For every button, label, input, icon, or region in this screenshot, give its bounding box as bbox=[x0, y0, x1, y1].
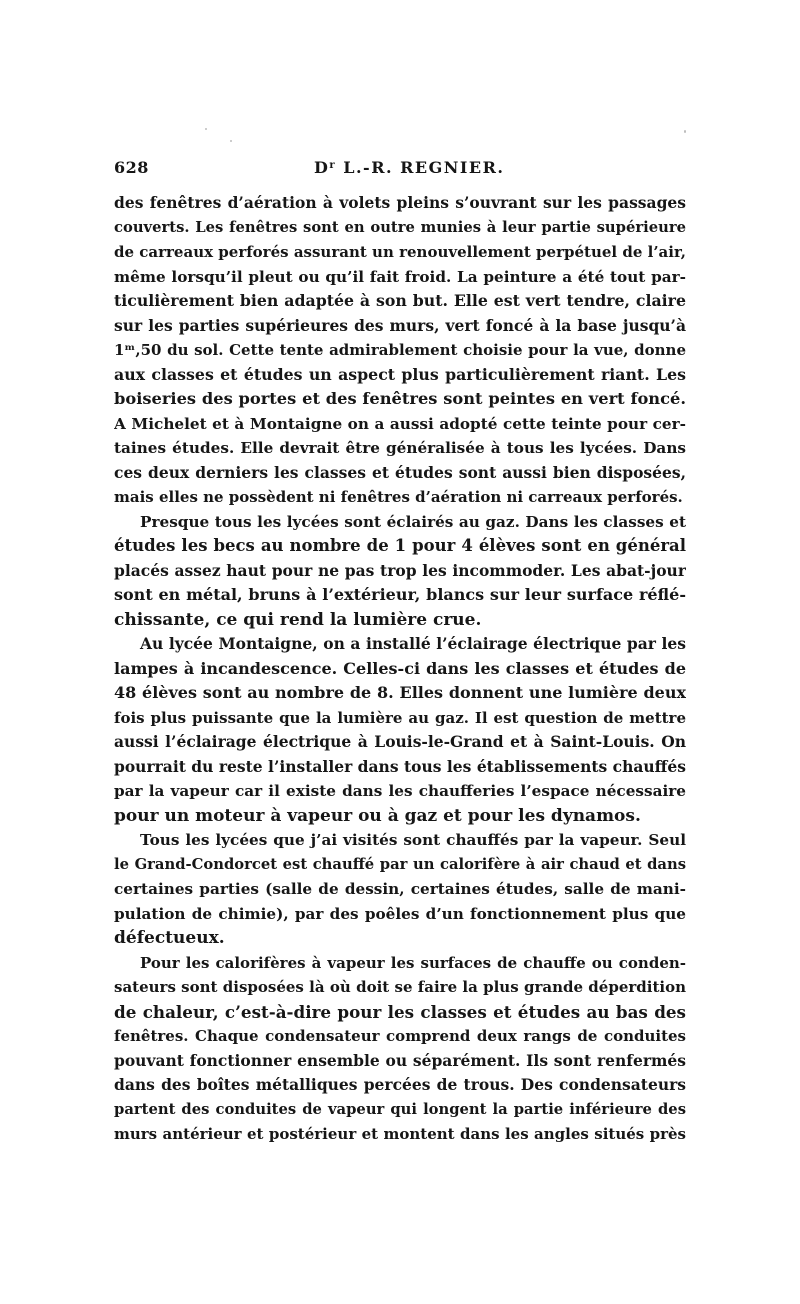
text-line: études les becs au nombre de 1 pour 4 élèves sont en général bbox=[114, 536, 686, 555]
text-line: pouvant fonctionner ensemble ou séparément. Ils sont renfermés bbox=[114, 1050, 686, 1070]
text-line: couverts. Les fenêtres sont en outre munies à leur partie supérieure bbox=[114, 218, 686, 236]
page-number: 628 bbox=[114, 158, 149, 177]
text-line: fenêtres. Chaque condensateur comprend deux rangs de conduites bbox=[114, 1027, 686, 1045]
text-line: dans des boîtes métalliques percées de trous. Des condensateurs bbox=[114, 1075, 686, 1094]
text-line: Au lycée Montaigne, on a installé l’éclairage électrique par les bbox=[140, 634, 686, 653]
text-line: taines études. Elle devrait être généralisée à tous les lycées. Dans bbox=[114, 439, 686, 457]
text-line: placés assez haut pour ne pas trop les incommoder. Les abat-jour bbox=[114, 560, 686, 580]
body-text bbox=[114, 191, 686, 1147]
text-line: sur les parties supérieures des murs, vert foncé à la base jusqu’à bbox=[114, 315, 686, 335]
text-line: défectueux. bbox=[114, 928, 225, 948]
running-header bbox=[114, 158, 686, 184]
text-line: sateurs sont disposées là où doit se faire la plus grande déperdition bbox=[114, 978, 686, 996]
text-line: pourrait du reste l’installer dans tous les établissements chauffés bbox=[114, 756, 686, 776]
text-line: Tous les lycées que j’ai visités sont chauffés par la vapeur. Seul bbox=[140, 831, 686, 849]
text-line: boiseries des portes et des fenêtres sont peintes en vert foncé. bbox=[114, 389, 686, 408]
text-line: certaines parties (salle de dessin, certaines études, salle de mani- bbox=[114, 880, 686, 898]
text-line: A Michelet et à Montaigne on a aussi adopté cette teinte pour cer- bbox=[114, 414, 686, 433]
author-prefix: D bbox=[314, 158, 330, 177]
running-head-author bbox=[314, 158, 504, 177]
author-prefix-superscript: r bbox=[329, 160, 337, 171]
text-line: Pour les calorifères à vapeur les surfaces de chauffe ou conden- bbox=[140, 953, 686, 972]
print-speck bbox=[684, 130, 686, 133]
text-line: de chaleur, c’est-à-dire pour les classes et études au bas des bbox=[114, 1001, 686, 1022]
text-line: ticulièrement bien adaptée à son but. Elle est vert tendre, claire bbox=[114, 291, 686, 310]
text-line: des fenêtres d’aération à volets pleins s’ouvrant sur les passages bbox=[114, 193, 686, 212]
author-name: L.-R. REGNIER. bbox=[336, 158, 505, 177]
text-line: Presque tous les lycées sont éclairés au gaz. Dans les classes et bbox=[140, 512, 686, 531]
print-speck bbox=[230, 140, 232, 142]
text-line: de carreaux perforés assurant un renouvellement perpétuel de l’air, bbox=[114, 243, 686, 261]
text-line: pour un moteur à vapeur ou à gaz et pour les dynamos. bbox=[114, 805, 641, 826]
text-line: 1ᵐ,50 du sol. Cette tente admirablement choisie pour la vue, donne bbox=[114, 341, 686, 359]
text-line: chissante, ce qui rend la lumière crue. bbox=[114, 609, 482, 630]
text-line: partent des conduites de vapeur qui longent la partie inférieure des bbox=[114, 1100, 686, 1118]
text-line: lampes à incandescence. Celles-ci dans les classes et études de bbox=[114, 658, 686, 678]
text-line: fois plus puissante que la lumière au gaz. Il est question de mettre bbox=[114, 708, 686, 727]
text-line: sont en métal, bruns à l’extérieur, blancs sur leur surface réflé- bbox=[114, 585, 686, 604]
text-line: aux classes et études un aspect plus particulièrement riant. Les bbox=[114, 364, 686, 384]
text-line: par la vapeur car il existe dans les chaufferies l’espace nécessaire bbox=[114, 782, 686, 800]
print-speck bbox=[205, 128, 207, 130]
text-line: murs antérieur et postérieur et montent dans les angles situés près bbox=[114, 1125, 686, 1143]
text-line: même lorsqu’il pleut ou qu’il fait froid. La peinture a été tout par- bbox=[114, 267, 686, 286]
text-line: pulation de chimie), par des poêles d’un fonctionnement plus que bbox=[114, 904, 686, 923]
text-line: aussi l’éclairage électrique à Louis-le-Grand et à Saint-Louis. On bbox=[114, 732, 686, 751]
text-line: le Grand-Condorcet est chauffé par un calorifère à air chaud et dans bbox=[114, 855, 686, 873]
text-line: ces deux derniers les classes et études sont aussi bien disposées, bbox=[114, 462, 686, 482]
text-line: mais elles ne possèdent ni fenêtres d’aération ni carreaux perforés. bbox=[114, 488, 683, 506]
text-line: 48 élèves sont au nombre de 8. Elles donnent une lumière deux bbox=[114, 683, 686, 702]
